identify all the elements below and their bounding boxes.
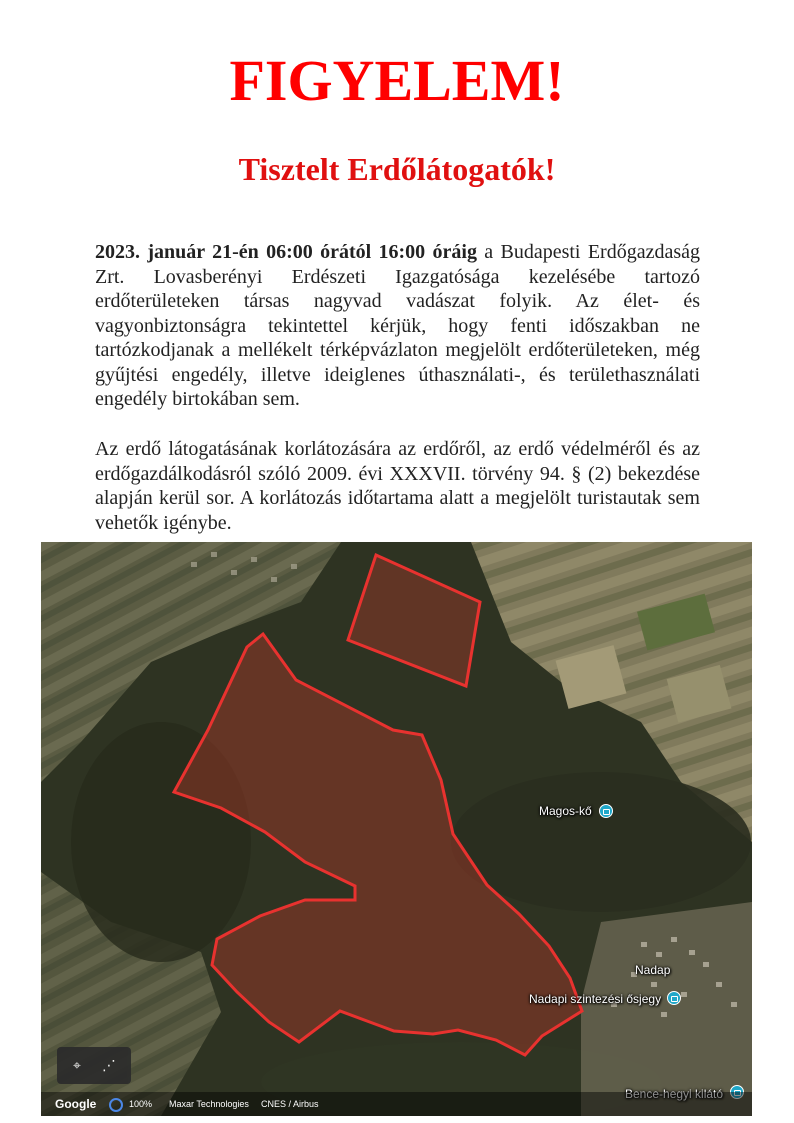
zoom-level: 100% [129, 1099, 153, 1109]
page-subtitle: Tisztelt Erdőlátogatók! [238, 151, 556, 187]
path-measure-icon[interactable]: ⋰ [102, 1058, 116, 1074]
map-controls [57, 1047, 131, 1084]
attribution-maxar: Maxar Technologies [169, 1099, 249, 1109]
map-label-nadap[interactable]: Nadap [635, 963, 671, 977]
attribution-cnes: CNES / Airbus [261, 1099, 319, 1109]
camera-poi-icon[interactable] [667, 991, 681, 1005]
map-label-magos-ko[interactable]: Magos-kő [539, 804, 592, 818]
camera-poi-icon[interactable] [599, 804, 613, 818]
map-imagery [41, 542, 752, 1116]
location-pin-icon[interactable]: ⌖ [73, 1058, 81, 1074]
notice-text: a Budapesti Erdőgazdaság Zrt. Lovasberényi Erdészeti Igazgatósága kezelésébe tartozó erdőterületeken társas nagyvad vadászat folyik. Az élet- és vagyonbiztonságra tekintettel kérjük, hogy fenti időszakban ne tartózkodjanak a mellékelt térképvázlaton megjelölt erdőterületeken, még gyűjtési engedély, illetve ideiglenes úthasználati-, és területhasználati engedély birtokában sem. [95, 241, 700, 410]
satellite-map[interactable] [41, 542, 752, 1116]
map-label-nadapi-szintezesi-osjegy[interactable]: Nadapi szintezési ősjegy [529, 992, 662, 1006]
page-title: FIGYELEM! [229, 48, 565, 113]
notice-paragraph-2: Az erdő látogatásának korlátozására az erdőről, az erdő védelméről és az erdőgazdálkodásról szóló 2009. évi XXXVII. törvény 94. § (2) bekezdése alapján kerül sor. A korlátozás időtartama alatt a megjelölt turistautak sem vehetők igénybe. [95, 438, 700, 534]
google-logo: Google [55, 1097, 97, 1111]
map-label-bence-hegyi-kilato[interactable]: Bence-hegyi kilátó [625, 1087, 724, 1101]
map-attribution-bar [41, 1092, 752, 1116]
notice-paragraph-1 [95, 240, 700, 412]
date-time-range: 2023. január 21-én 06:00 órától 16:00 óráig [95, 241, 477, 263]
zoom-indicator-icon [109, 1098, 123, 1112]
